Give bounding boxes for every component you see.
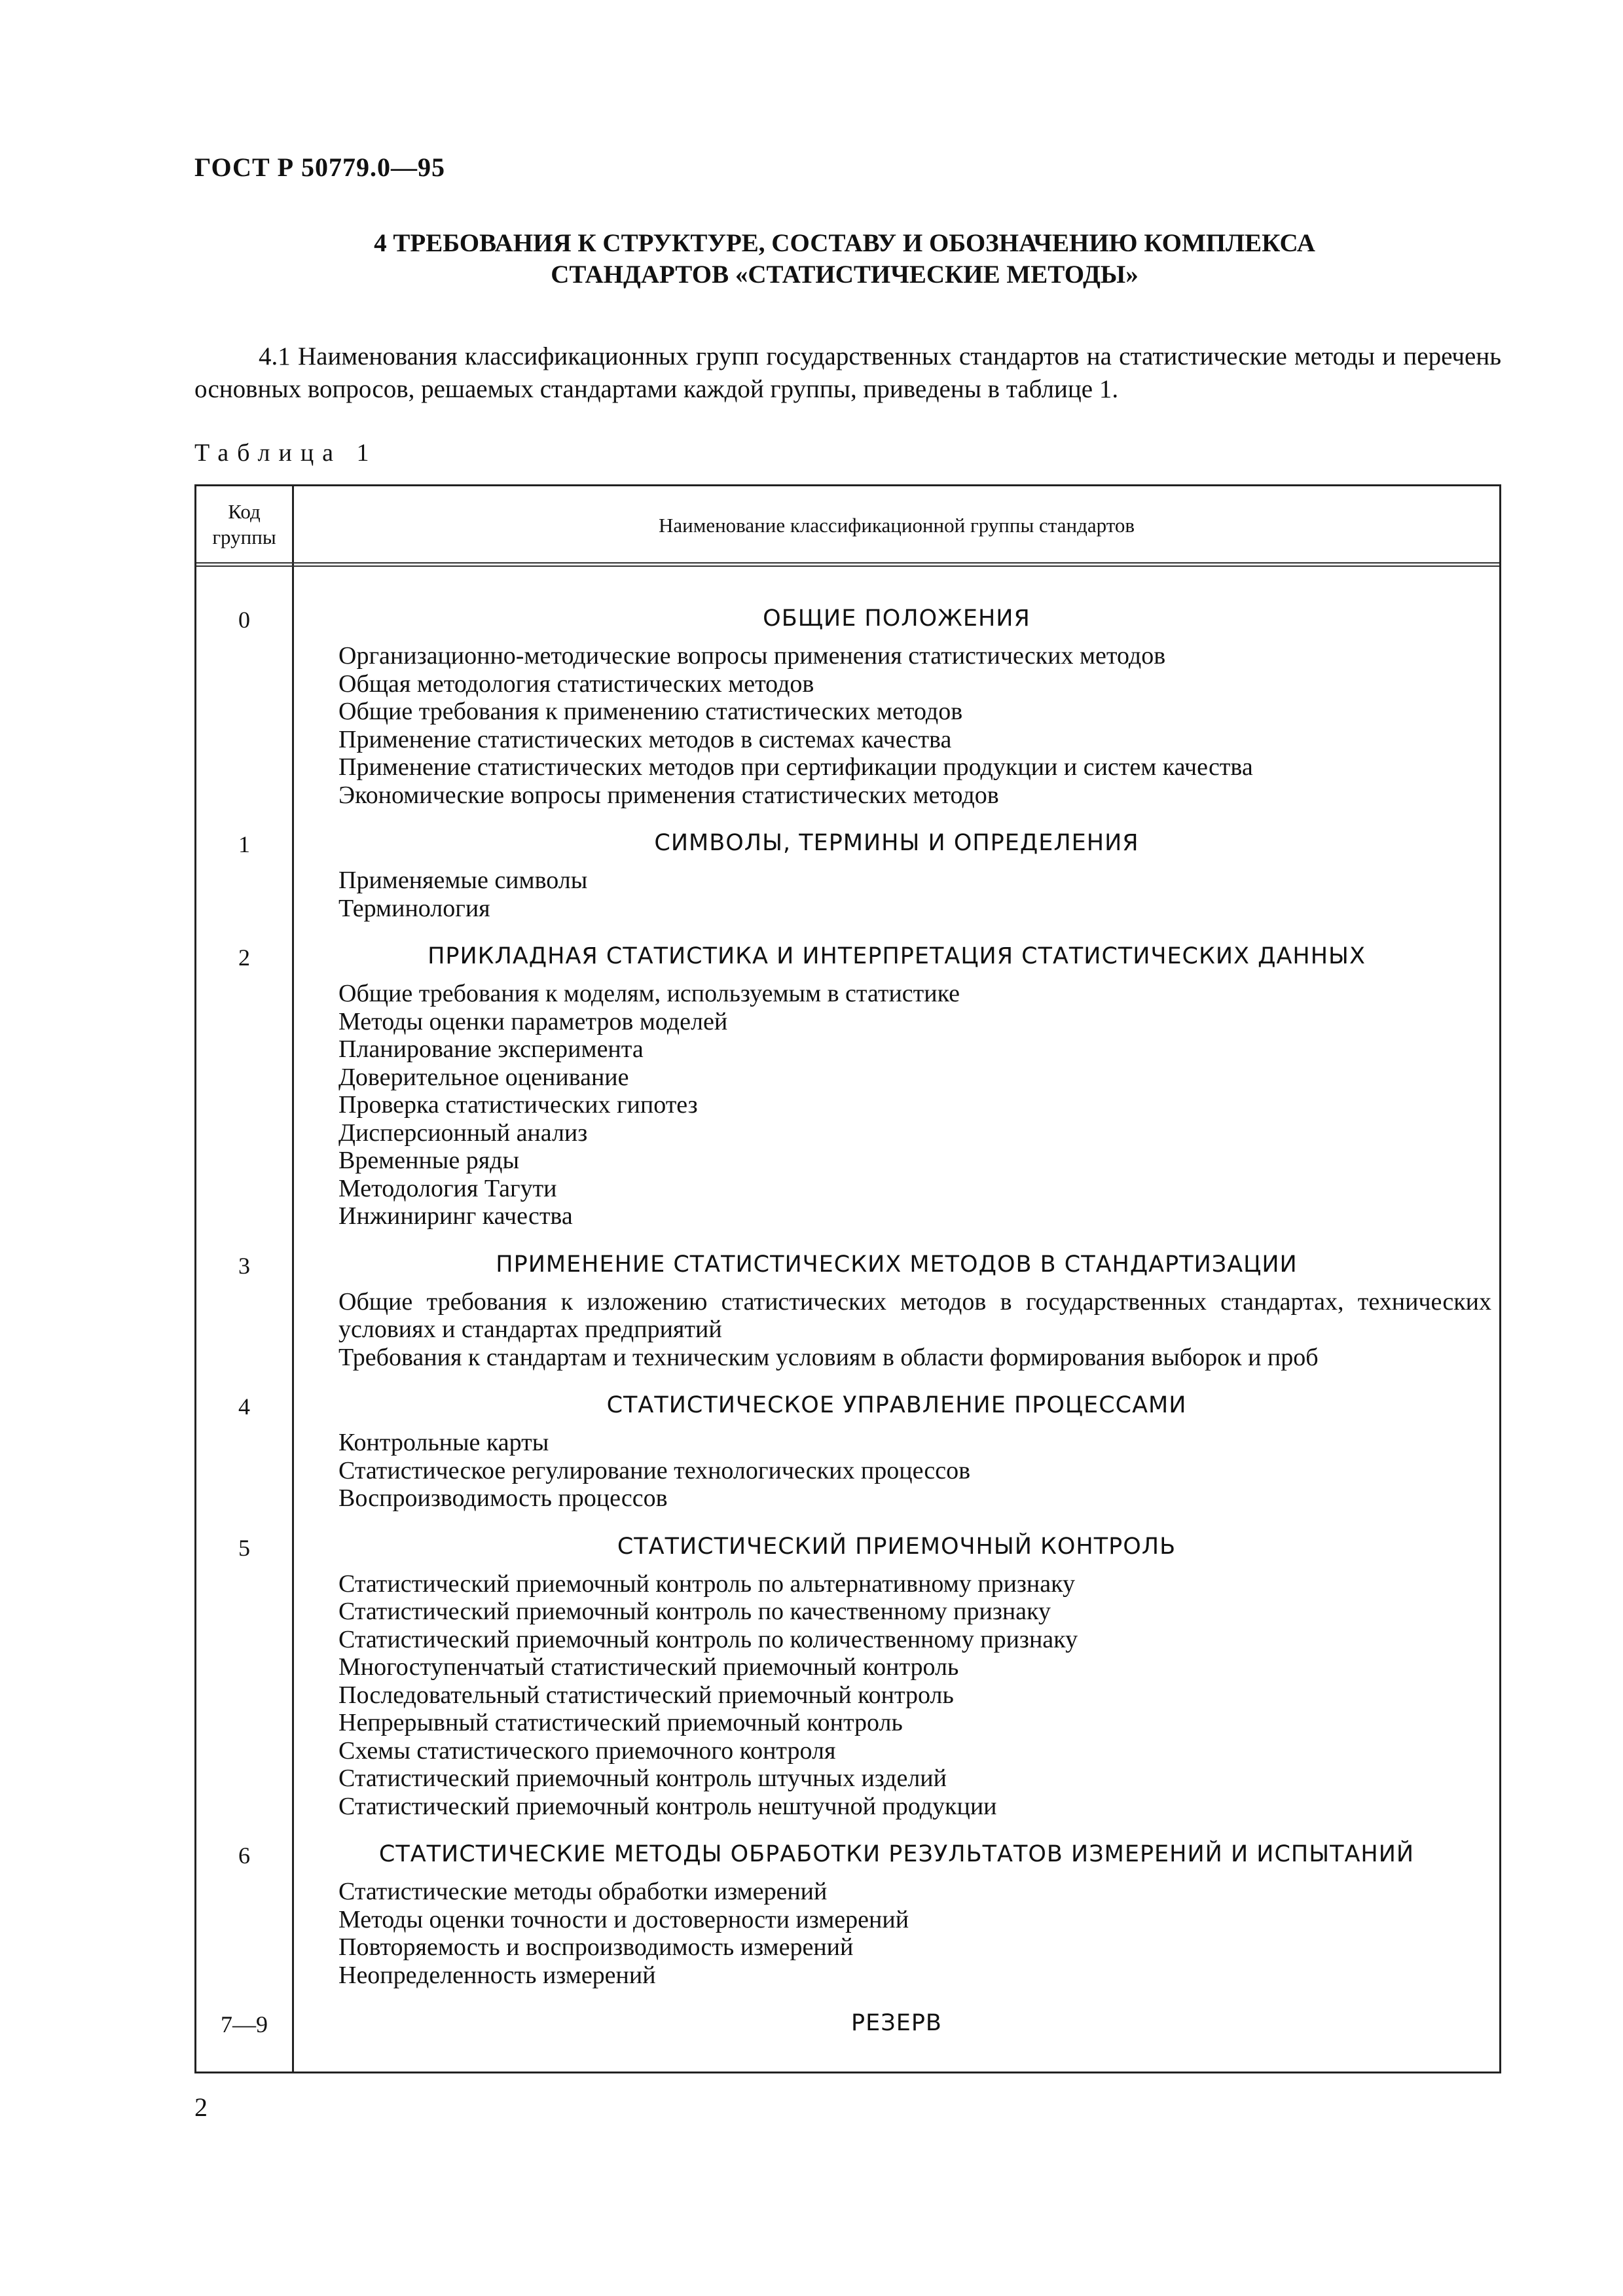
group-title: ПРИКЛАДНАЯ СТАТИСТИКА И ИНТЕРПРЕТАЦИЯ СТАТИСТИЧЕСКИХ ДАННЫХ xyxy=(428,943,1366,969)
group-item: Применение статистических методов при сертификации продукции и систем качества xyxy=(338,753,1253,781)
group-item: Статистический приемочный контроль по качественному признаку xyxy=(338,1598,1051,1625)
group-title: СТАТИСТИЧЕСКОЕ УПРАВЛЕНИЕ ПРОЦЕССАМИ xyxy=(606,1392,1187,1418)
group-item: Применяемые символы xyxy=(338,867,588,894)
group-item: Неопределенность измерений xyxy=(338,1961,656,1989)
header-name-cell: Наименование классификационной группы стандартов xyxy=(658,514,1135,537)
group-item: Статистический приемочный контроль штучных изделий xyxy=(338,1765,947,1792)
group-title: ОБЩИЕ ПОЛОЖЕНИЯ xyxy=(763,605,1030,632)
group-item: Требования к стандартам и техническим условиям в области формирования выборок и проб xyxy=(338,1343,1319,1371)
group-item: Статистический приемочный контроль по количественному признаку xyxy=(338,1625,1078,1653)
group-item: Проверка статистических гипотез xyxy=(338,1091,698,1119)
group-item: Методы оценки точности и достоверности измерений xyxy=(338,1905,909,1933)
group-code: 5 xyxy=(238,1534,250,1561)
document-code: ГОСТ Р 50779.0—95 xyxy=(194,152,446,182)
table-caption: Таблица 1 xyxy=(194,439,378,467)
group-items xyxy=(294,1570,1499,1821)
group-item: Статистический приемочный контроль нештучной продукции xyxy=(338,1792,997,1820)
section-title-line-1: 4 ТРЕБОВАНИЯ К СТРУКТУРЕ, СОСТАВУ И ОБОЗНАЧЕНИЮ КОМПЛЕКСА xyxy=(374,229,1315,257)
group-item: Методы оценки параметров моделей xyxy=(338,1007,728,1035)
group-item: Схемы статистического приемочного контроля xyxy=(338,1736,836,1765)
table-group xyxy=(196,1391,1499,1513)
group-item: Общие требования к изложению статистических методов в государственных стандартах, технических условиях и стандартах предприятий xyxy=(338,1287,1491,1343)
group-item: Экономические вопросы применения статистических методов xyxy=(338,781,999,809)
group-items xyxy=(294,1878,1499,1989)
group-title: РЕЗЕРВ xyxy=(851,2010,942,2036)
header-code-line-2: группы xyxy=(212,525,276,548)
group-code: 3 xyxy=(238,1252,250,1279)
table-group xyxy=(196,1840,1499,1989)
table-group xyxy=(196,1532,1499,1821)
group-item: Применение статистических методов в системах качества xyxy=(338,725,952,753)
header-code-cell xyxy=(196,499,292,550)
group-item: Временные ряды xyxy=(338,1147,520,1174)
group-code: 0 xyxy=(238,607,250,633)
group-title: ПРИМЕНЕНИЕ СТАТИСТИЧЕСКИХ МЕТОДОВ В СТАНДАРТИЗАЦИИ xyxy=(496,1251,1298,1278)
group-item: Дисперсионный анализ xyxy=(338,1119,588,1147)
group-items xyxy=(294,1429,1499,1513)
group-item: Общие требования к моделям, используемым в статистике xyxy=(338,980,960,1007)
group-code: 2 xyxy=(238,944,250,971)
intro-paragraph: 4.1 Наименования классификационных групп государственных стандартов на статистические методы и перечень основных вопросов, решаемых стандартами каждой группы, приведены в таблице 1. xyxy=(194,342,1501,403)
section-title-line-2: СТАНДАРТОВ «СТАТИСТИЧЕСКИЕ МЕТОДЫ» xyxy=(551,260,1139,289)
group-item: Статистические методы обработки измерений xyxy=(338,1878,828,1905)
group-title: СТАТИСТИЧЕСКИЙ ПРИЕМОЧНЫЙ КОНТРОЛЬ xyxy=(617,1533,1176,1560)
group-item: Планирование эксперимента xyxy=(338,1035,644,1063)
group-item: Многоступенчатый статистический приемочный контроль xyxy=(338,1653,959,1681)
group-item: Доверительное оценивание xyxy=(338,1063,629,1091)
group-items xyxy=(294,1288,1499,1372)
group-item: Контрольные карты xyxy=(338,1429,549,1456)
table-group xyxy=(196,942,1499,1230)
group-code: 6 xyxy=(238,1842,250,1869)
group-items xyxy=(294,980,1499,1230)
group-items xyxy=(294,642,1499,809)
group-items xyxy=(294,867,1499,922)
classification-table xyxy=(194,484,1501,2073)
group-item: Методология Тагути xyxy=(338,1174,557,1202)
group-item: Организационно-методические вопросы применения статистических методов xyxy=(338,642,1166,670)
header-code-line-1: Код xyxy=(228,500,261,523)
group-item: Статистическое регулирование технологических процессов xyxy=(338,1456,971,1484)
page-number: 2 xyxy=(194,2092,208,2122)
table-group xyxy=(196,829,1499,922)
group-item: Инжиниринг качества xyxy=(338,1202,573,1230)
group-item: Общие требования к применению статистических методов xyxy=(338,698,963,725)
group-item: Терминология xyxy=(338,894,490,922)
table-group xyxy=(196,1250,1499,1372)
section-title xyxy=(196,228,1493,291)
table-body xyxy=(196,604,1499,2057)
group-item: Непрерывный статистический приемочный контроль xyxy=(338,1709,903,1736)
group-item: Повторяемость и воспроизводимость измерений xyxy=(338,1933,854,1961)
group-title: СТАТИСТИЧЕСКИЕ МЕТОДЫ ОБРАБОТКИ РЕЗУЛЬТАТОВ ИЗМЕРЕНИЙ И ИСПЫТАНИЙ xyxy=(378,1841,1415,1867)
group-item: Последовательный статистический приемочный контроль xyxy=(338,1681,954,1709)
table-group xyxy=(196,604,1499,809)
group-code: 7—9 xyxy=(221,2011,268,2037)
group-item: Статистический приемочный контроль по альтернативному признаку xyxy=(338,1570,1076,1598)
group-code: 1 xyxy=(238,831,250,857)
table-group xyxy=(196,2009,1499,2037)
group-title: СИМВОЛЫ, ТЕРМИНЫ И ОПРЕДЕЛЕНИЯ xyxy=(654,830,1139,856)
group-code: 4 xyxy=(238,1393,250,1420)
group-item: Воспроизводимость процессов xyxy=(338,1484,668,1512)
table-header-row xyxy=(196,486,1499,567)
group-item: Общая методология статистических методов xyxy=(338,670,814,698)
